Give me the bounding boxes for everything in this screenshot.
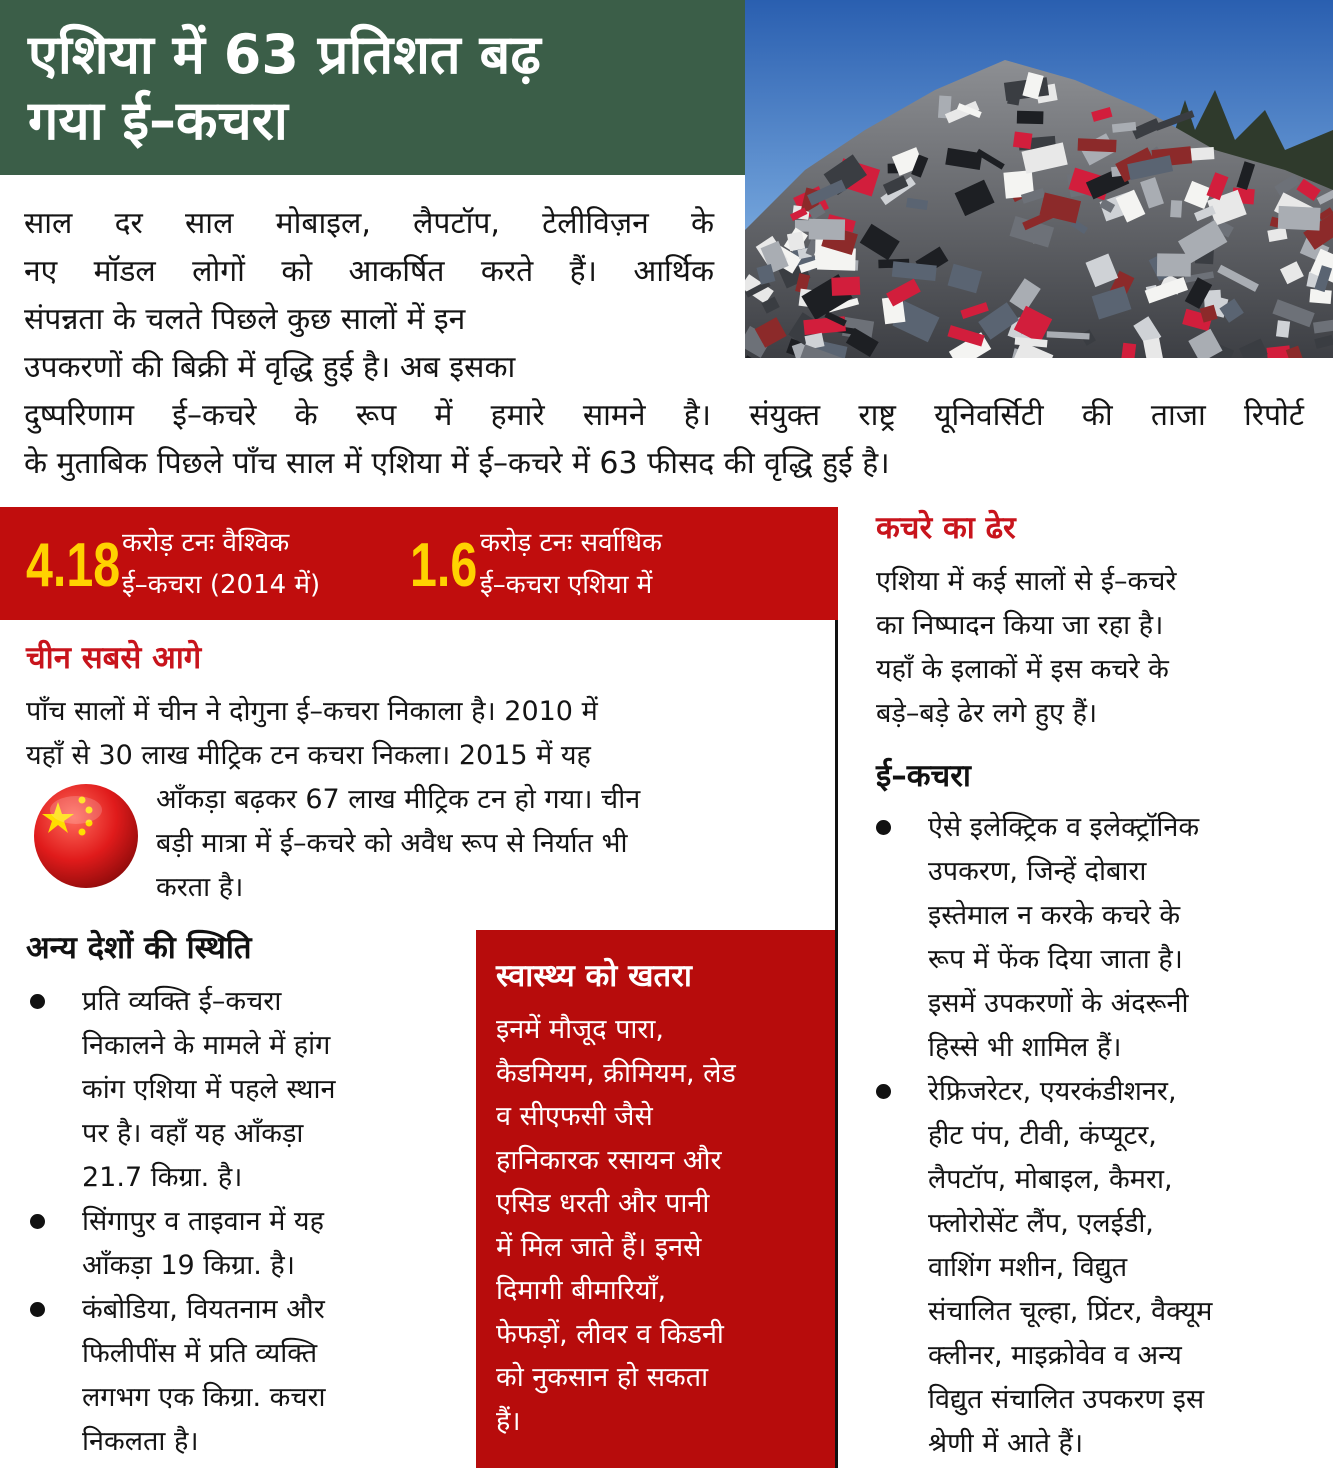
headline-panel <box>0 0 745 175</box>
china-paragraph-bottom <box>156 778 820 910</box>
ewaste-heading: ई–कचरा <box>876 758 971 794</box>
list-item: ऐसे इलेक्ट्रिक व इलेक्ट्रॉनिक उपकरण, जिन्हें दोबारा इस्तेमाल न करके कचरे के रूप में फेंक दिया जाता है। इसमें उपकरणों के अंदरूनी हिस्से भी शामिल हैं। <box>872 806 1322 1070</box>
stat-label-asia-2: ई–कचरा एशिया में <box>480 570 653 600</box>
debris-piece <box>1190 147 1214 161</box>
bullet-dot <box>876 1084 891 1099</box>
list-item: प्रति व्यक्ति ई–कचरा निकालने के मामले में हांग कांग एशिया में पहले स्थान पर है। वहाँ यह आँकड़ा 21.7 किग्रा. है। <box>26 980 466 1200</box>
china-line: पाँच सालों में चीन ने दोगुना ई–कचरा निकाला है। 2010 में <box>26 696 598 727</box>
china-line: आँकड़ा बढ़कर 67 लाख मीट्रिक टन हो गया। चीन <box>156 784 641 815</box>
stat-value-asia: 1.6 <box>410 531 478 600</box>
debris-piece <box>809 219 845 240</box>
china-line: करता है। <box>156 872 244 903</box>
debris-piece <box>1121 343 1136 358</box>
headline-line-1: एशिया में 63 प्रतिशत बढ़ <box>28 23 541 86</box>
list-item: सिंगापुर व ताइवान में यह आँकड़ा 19 किग्रा. है। <box>26 1200 466 1288</box>
bullet-dot <box>30 994 45 1009</box>
debris-piece <box>831 277 860 296</box>
intro-paragraph-top <box>24 200 714 392</box>
heap-paragraph: एशिया में कई सालों से ई–कचरे का निष्पादन किया जा रहा है। यहाँ के इलाकों में इस कचरे के बड़े–बड़े ढेर लगे हुए हैं। <box>876 566 1177 729</box>
headline-line-2: गया ई–कचरा <box>28 89 288 152</box>
other-countries-heading: अन्य देशों की स्थिति <box>26 930 252 966</box>
debris-piece <box>1017 111 1044 124</box>
stat-label-asia-1: करोड़ टनः सर्वाधिक <box>480 528 663 558</box>
intro-line: उपकरणों की बिक्री में वृद्धि हुई है। अब इसका <box>24 350 516 385</box>
list-item: रेफ्रिजरेटर, एयरकंडीशनर, हीट पंप, टीवी, कंप्यूटर, लैपटॉप, मोबाइल, कैमरा, फ्लोरोसेंट लैंप, एलईडी, वाशिंग मशीन, विद्युत संचालित चूल्हा, प्रिंटर, वैक्यूम क्लीनर, माइक्रोवेव व अन्य विद्युत संचालित उपकरण इस श्रेणी में आते हैं। <box>872 1070 1322 1466</box>
intro-line: संपन्नता के चलते पिछले कुछ सालों में इन <box>24 302 466 337</box>
list-item: कंबोडिया, वियतनाम और फिलीपींस में प्रति व्यक्ति लगभग एक किग्रा. कचरा निकलता है। <box>26 1288 466 1464</box>
china-paragraph-top <box>26 690 816 778</box>
debris-piece <box>1278 206 1321 231</box>
debris-piece <box>1309 289 1331 304</box>
intro-line: नए मॉडल लोगों को आकर्षित करते हैं। आर्थिक <box>24 254 714 289</box>
column-divider <box>835 620 838 1468</box>
bullet-dot <box>30 1214 45 1229</box>
debris-piece <box>1157 253 1191 276</box>
intro-line: के मुताबिक पिछले पाँच साल में एशिया में ई–कचरे में 63 फीसद की वृद्धि हुई है। <box>24 446 890 481</box>
health-risk-box <box>476 930 836 1468</box>
debris-piece <box>1078 138 1117 152</box>
other-countries-list <box>26 980 466 1464</box>
health-paragraph: इनमें मौजूद पारा, कैडमियम, क्रीमियम, लेड व सीएफसी जैसे हानिकारक रसायन और एसिड धरती और पानी में मिल जाते हैं। इनसे दिमागी बीमारियाँ, फेफड़ों, लीवर व किडनी को नुकसान हो सकता हैं। <box>496 1014 736 1437</box>
china-line: बड़ी मात्रा में ई–कचरे को अवैध रूप से निर्यात भी <box>156 828 628 859</box>
stat-label-global-2: ई–कचरा (2014 में) <box>122 570 321 600</box>
stats-banner <box>0 507 838 620</box>
ewaste-pile-photo <box>745 0 1333 358</box>
china-flag-icon <box>32 782 140 890</box>
stat-value-global: 4.18 <box>26 531 121 600</box>
china-line: यहाँ से 30 लाख मीट्रिक टन कचरा निकला। 2015 में यह <box>26 740 591 771</box>
heap-heading: कचरे का ढेर <box>876 510 1016 546</box>
intro-line: दुष्परिणाम ई–कचरे के रूप में हमारे सामने है। संयुक्त राष्ट्र यूनिवर्सिटी की ताजा रिपोर्ट <box>24 398 1304 433</box>
ewaste-list <box>872 806 1322 1466</box>
intro-line: साल दर साल मोबाइल, लैपटॉप, टेलीविज़न के <box>24 206 714 241</box>
debris-piece <box>1013 132 1033 150</box>
stat-label-global-1: करोड़ टनः वैश्विक <box>122 528 290 558</box>
china-heading: चीन सबसे आगे <box>26 640 202 676</box>
health-heading: स्वास्थ्य को खतरा <box>496 958 692 994</box>
bullet-dot <box>876 820 891 835</box>
debris-piece <box>1276 320 1290 338</box>
bullet-dot <box>30 1302 45 1317</box>
debris-piece <box>1170 200 1182 218</box>
intro-paragraph-bottom <box>24 392 1304 488</box>
